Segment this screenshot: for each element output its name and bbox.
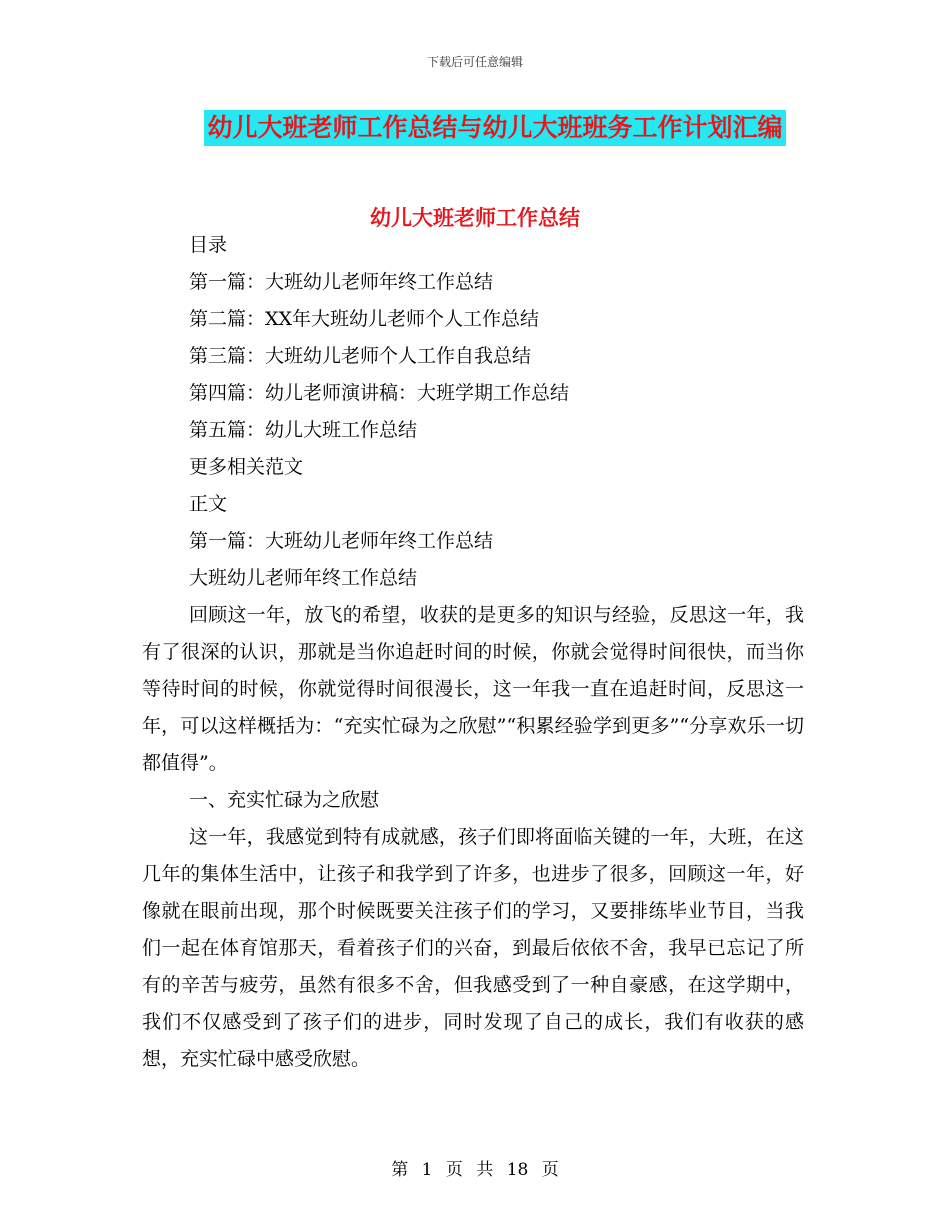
toc-item: 更多相关范文 xyxy=(189,456,304,478)
section-title: 幼儿大班老师工作总结 xyxy=(370,206,580,230)
document-title: 幼儿大班老师工作总结与幼儿大班班务工作计划汇编 xyxy=(204,110,785,146)
chapter-title: 第一篇：大班幼儿老师年终工作总结 xyxy=(189,530,494,552)
chapter-subtitle: 大班幼儿老师年终工作总结 xyxy=(189,567,418,589)
toc-item: 第三篇：大班幼儿老师个人工作自我总结 xyxy=(189,345,532,367)
toc-heading: 目录 xyxy=(189,234,228,256)
toc-item: 第一篇：大班幼儿老师年终工作总结 xyxy=(189,271,494,293)
document-body xyxy=(142,227,804,1078)
page-header-note: 下载后可任意编辑 xyxy=(426,55,523,69)
paragraph: 回顾这一年，放飞的希望，收获的是更多的知识与经验，反思这一年，我有了很深的认识，那就是当你追赶时间的时候，你就会觉得时间很快，而当你等待时间的时候，你就觉得时间很漫长，这一年我一直在追赶时间，反思这一年，可以这样概括为：“充实忙碌为之欣慰”“积累经验学到更多”“分享欢乐一切都值得”。 xyxy=(142,604,804,774)
toc-item: 第二篇：XX年大班幼儿老师个人工作总结 xyxy=(189,308,540,330)
toc-item: 第五篇：幼儿大班工作总结 xyxy=(189,419,418,441)
page-footer: 第 1 页 共 18 页 xyxy=(391,1160,559,1180)
body-heading: 正文 xyxy=(189,493,228,515)
toc-item: 第四篇：幼儿老师演讲稿：大班学期工作总结 xyxy=(189,382,570,404)
document-title-container xyxy=(0,110,950,146)
subheading: 一、充实忙碌为之欣慰 xyxy=(189,789,380,811)
paragraph: 这一年，我感觉到特有成就感，孩子们即将面临关键的一年，大班，在这几年的集体生活中，让孩子和我学到了许多，也进步了很多，回顾这一年，好像就在眼前出现，那个时候既要关注孩子们的学习，又要排练毕业节目，当我们一起在体育馆那天，看着孩子们的兴奋，到最后依依不舍，我早已忘记了所有的辛苦与疲劳，虽然有很多不舍，但我感受到了一种自豪感，在这学期中，我们不仅感受到了孩子们的进步，同时发现了自己的成长，我们有收获的感想，充实忙碌中感受欣慰。 xyxy=(142,826,804,1070)
